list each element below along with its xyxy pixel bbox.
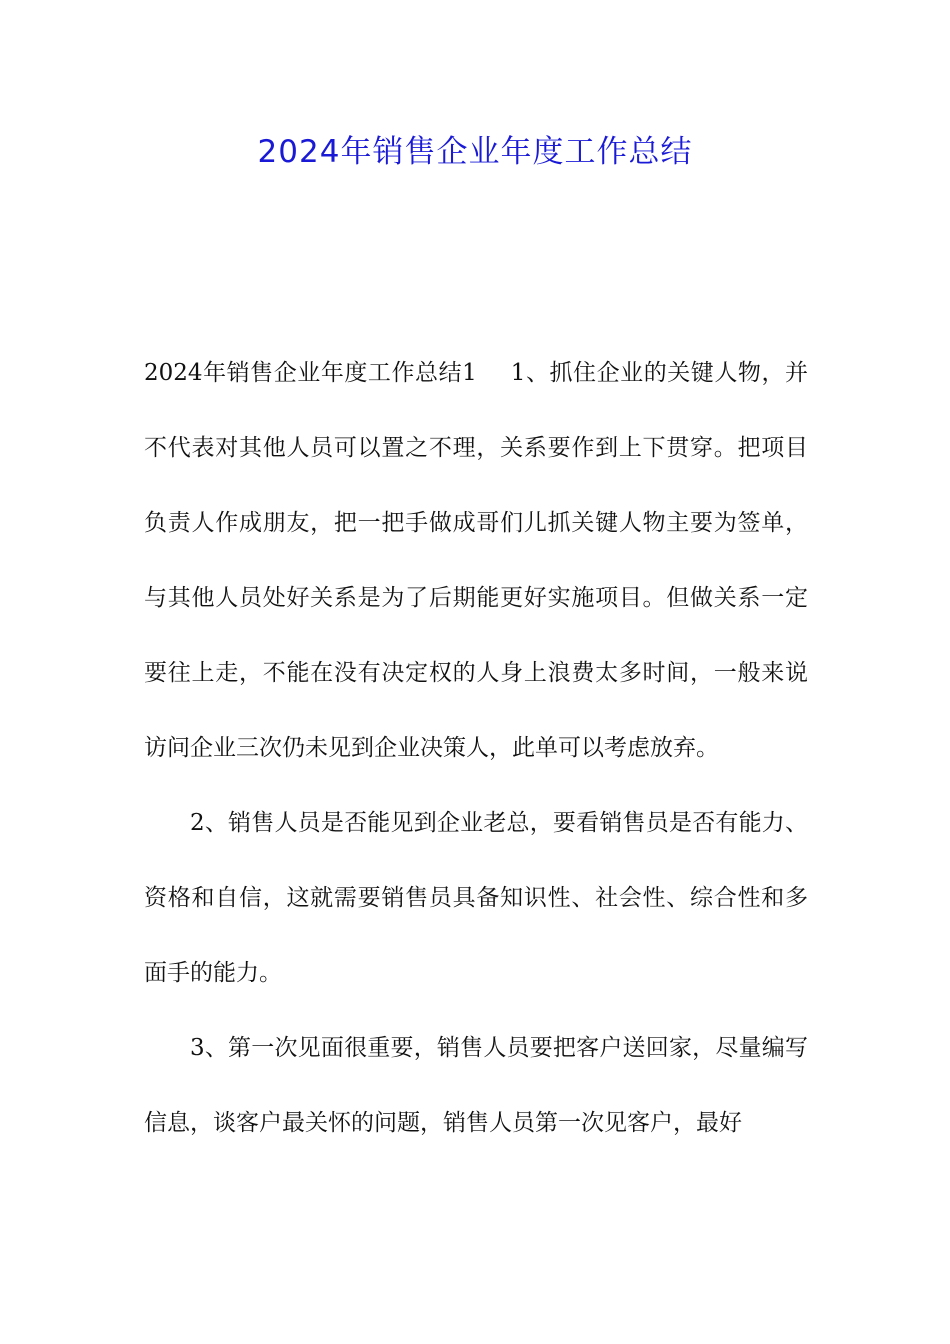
document-body bbox=[144, 336, 808, 1161]
paragraph-1 bbox=[144, 336, 808, 786]
paragraph-2: 2、销售人员是否能见到企业老总，要看销售员是否有能力、资格和自信，这就需要销售员具备知识性、社会性、综合性和多面手的能力。 bbox=[144, 810, 808, 986]
document-title: 2024年销售企业年度工作总结 bbox=[257, 134, 693, 170]
section-heading: 2024年销售企业年度工作总结1 bbox=[144, 360, 477, 386]
paragraph-3: 3、第一次见面很重要，销售人员要把客户送回家，尽量编写信息，谈客户最关怀的问题，销售人员第一次见客户，最好 bbox=[144, 1035, 808, 1136]
paragraph-1-text: 1、抓住企业的关键人物，并不代表对其他人员可以置之不理，关系要作到上下贯穿。把项目负责人作成朋友，把一把手做成哥们儿抓关键人物主要为签单，与其他人员处好关系是为了后期能更好实施项目。但做关系一定要往上走，不能在没有决定权的人身上浪费太多时间，一般来说访问企业三次仍未见到企业决策人，此单可以考虑放弃。 bbox=[144, 360, 808, 761]
